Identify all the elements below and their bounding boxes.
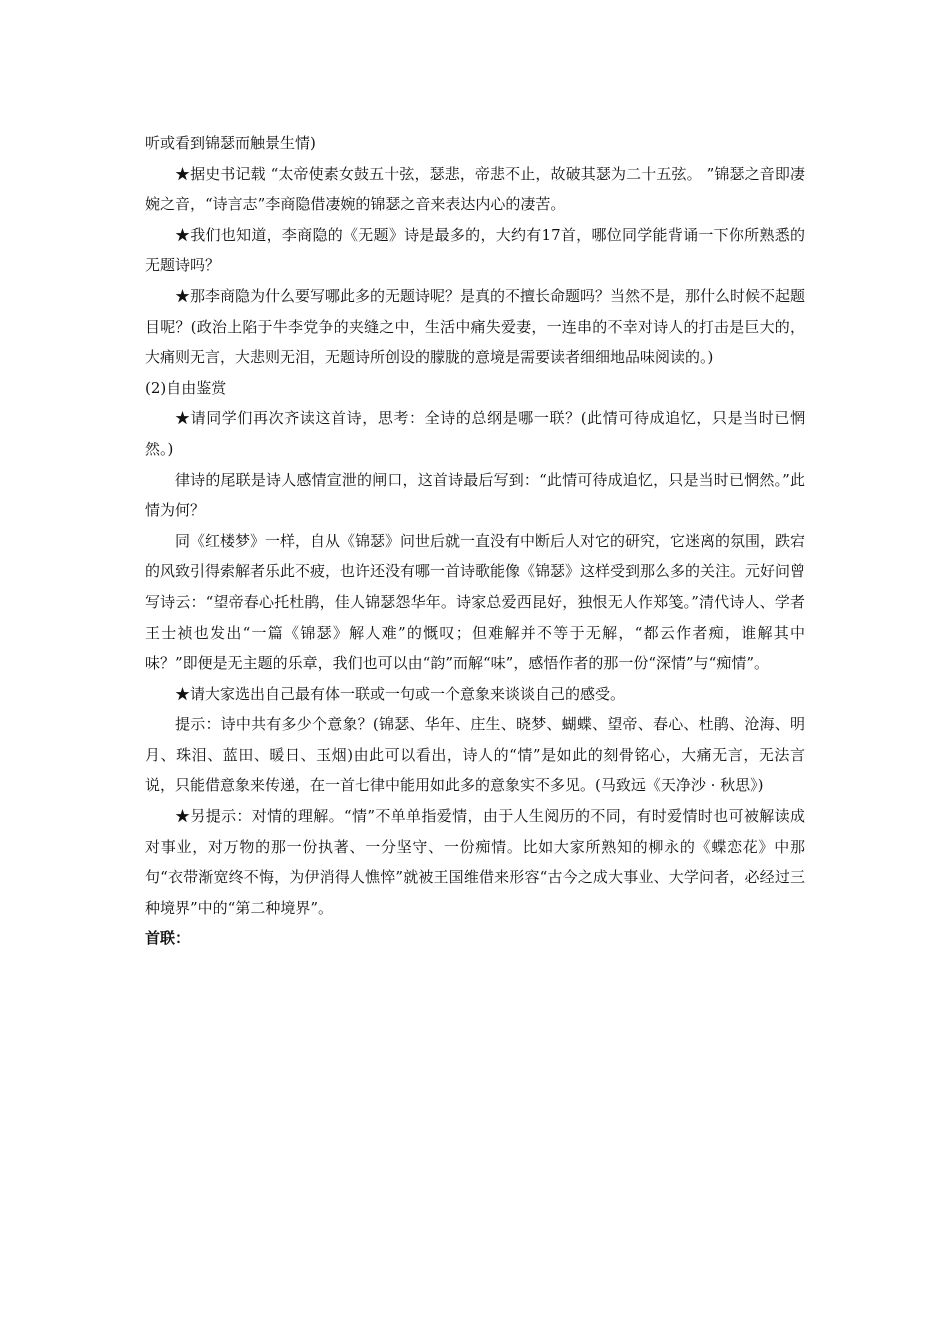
document-body: [145, 128, 805, 954]
paragraph-3: ★我们也知道，李商隐的《无题》诗是最多的，大约有17首，哪位同学能背诵一下你所熟悉的无题诗吗？: [145, 225, 805, 275]
paragraph-7: 律诗的尾联是诗人感情宣泄的闸口，这首诗最后写到：“此情可待成追忆，只是当时已惘然。”此情为何？: [145, 470, 805, 520]
paragraph-10: 提示：诗中共有多少个意象？(锦瑟、华年、庄生、晓梦、蝴蝶、望帝、春心、杜鹃、沧海、明月、珠泪、蓝田、暖日、玉烟)由此可以看出，诗人的“情”是如此的刻骨铭心，大痛无言，无法言说，只能借意象来传递，在一首七律中能用如此多的意象实不多见。(马致远《天净沙 · 秋思》): [145, 715, 805, 795]
section-title-free-appreciation: (2)自由鉴赏: [145, 378, 227, 397]
paragraph-2: ★据史书记载 “太帝使素女鼓五十弦，瑟悲，帝悲不止，故破其瑟为二十五弦。 ”锦瑟之音即凄婉之音，“诗言志”李商隐借凄婉的锦瑟之音来表达内心的凄苦。: [145, 164, 805, 214]
paragraph-9: ★请大家选出自己最有体一联或一句或一个意象来谈谈自己的感受。: [175, 684, 626, 703]
closing-heading: 首联：: [145, 929, 191, 948]
paragraph-11: ★另提示：对情的理解。“情”不单单指爱情，由于人生阅历的不同，有时爱情时也可被解读成对事业，对万物的那一份执著、一分坚守、一份痴情。比如大家所熟知的柳永的《蝶恋花》中那句“衣带渐宽终不悔，为伊消得人憔悴”就被王国维借来形容“古今之成大事业、大学问者，必经过三种境界”中的“第二种境界”。: [145, 807, 805, 917]
paragraph-4: ★那李商隐为什么要写哪此多的无题诗呢？是真的不擅长命题吗？当然不是，那什么时候不起题目呢？(政治上陷于牛李党争的夹缝之中，生活中痛失爱妻，一连串的不幸对诗人的打击是巨大的，大痛则无言，大悲则无泪，无题诗所创设的朦胧的意境是需要读者细细地品味阅读的。): [145, 286, 806, 367]
paragraph-6: ★请同学们再次齐读这首诗，思考：全诗的总纲是哪一联？(此情可待成追忆，只是当时已惘然。): [145, 409, 805, 458]
paragraph-1: 听或看到锦瑟而触景生情): [145, 134, 316, 152]
paragraph-8: 同《红楼梦》一样，自从《锦瑟》问世后就一直没有中断后人对它的研究，它迷离的氛围，跌宕的风致引得索解者乐此不疲，也许还没有哪一首诗歌能像《锦瑟》这样受到那么多的关注。元好问曾写诗云：“望帝春心托杜鹃，佳人锦瑟怨华年。诗家总爱西昆好，独恨无人作郑笺。”清代诗人、学者王士祯也发出“一篇《锦瑟》解人难”的慨叹；但难解并不等于无解，“都云作者痴，谁解其中味？”即便是无主题的乐章，我们也可以由“韵”而解“味”，感悟作者的那一份“深情”与“痴情”。: [145, 531, 806, 673]
